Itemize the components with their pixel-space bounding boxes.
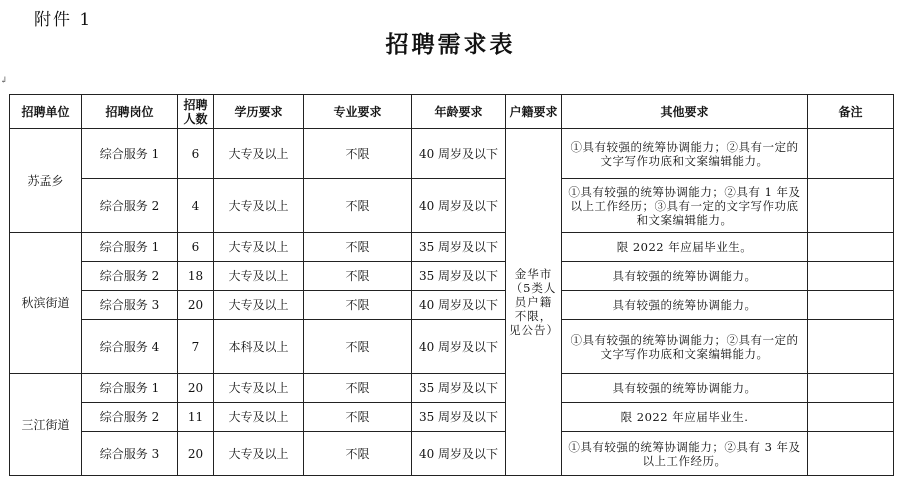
remark-cell xyxy=(808,179,894,233)
major-cell: 不限 xyxy=(304,320,412,374)
count-cell: 6 xyxy=(178,233,214,262)
education-cell: 大专及以上 xyxy=(214,374,304,403)
age-cell: 35 周岁及以下 xyxy=(412,233,506,262)
remark-cell xyxy=(808,403,894,432)
count-cell: 20 xyxy=(178,374,214,403)
post-cell: 综合服务 2 xyxy=(82,262,178,291)
count-cell: 4 xyxy=(178,179,214,233)
page-title: 招聘需求表 xyxy=(385,32,516,58)
other-requirements-cell: 限 2022 年应届毕业生。 xyxy=(562,233,808,262)
remark-cell xyxy=(808,432,894,476)
post-cell: 综合服务 1 xyxy=(82,233,178,262)
major-cell: 不限 xyxy=(304,233,412,262)
other-requirements-cell: 具有较强的统筹协调能力。 xyxy=(562,374,808,403)
header-hukou: 户籍要求 xyxy=(506,95,562,129)
major-cell: 不限 xyxy=(304,403,412,432)
table-row xyxy=(10,233,894,262)
remark-cell xyxy=(808,233,894,262)
count-cell: 20 xyxy=(178,291,214,320)
other-requirements-cell: ①具有较强的统筹协调能力；②具有一定的文字写作功底和文案编辑能力。 xyxy=(562,129,808,179)
education-cell: 大专及以上 xyxy=(214,262,304,291)
header-age: 年龄要求 xyxy=(412,95,506,129)
education-cell: 大专及以上 xyxy=(214,233,304,262)
post-cell: 综合服务 4 xyxy=(82,320,178,374)
age-cell: 35 周岁及以下 xyxy=(412,403,506,432)
table-row xyxy=(10,432,894,476)
other-requirements-cell: ①具有较强的统筹协调能力；②具有 3 年及以上工作经历。 xyxy=(562,432,808,476)
major-cell: 不限 xyxy=(304,179,412,233)
count-cell: 18 xyxy=(178,262,214,291)
paragraph-marker-icon: ↲ xyxy=(0,76,8,86)
remark-cell xyxy=(808,374,894,403)
count-cell: 6 xyxy=(178,129,214,179)
major-cell: 不限 xyxy=(304,291,412,320)
education-cell: 大专及以上 xyxy=(214,291,304,320)
major-cell: 不限 xyxy=(304,374,412,403)
age-cell: 35 周岁及以下 xyxy=(412,374,506,403)
table-header-row xyxy=(10,95,894,129)
age-cell: 40 周岁及以下 xyxy=(412,320,506,374)
other-requirements-cell: ①具有较强的统筹协调能力；②具有一定的文字写作功底和文案编辑能力。 xyxy=(562,320,808,374)
other-requirements-cell: 具有较强的统筹协调能力。 xyxy=(562,262,808,291)
table-row xyxy=(10,179,894,233)
education-cell: 大专及以上 xyxy=(214,432,304,476)
education-cell: 大专及以上 xyxy=(214,403,304,432)
education-cell: 大专及以上 xyxy=(214,179,304,233)
header-remark: 备注 xyxy=(808,95,894,129)
education-cell: 大专及以上 xyxy=(214,129,304,179)
hukou-cell: 金华市（5类人员户籍不限，见公告） xyxy=(506,129,562,476)
recruitment-table xyxy=(9,94,894,476)
other-requirements-cell: ①具有较强的统筹协调能力；②具有 1 年及以上工作经历；③具有一定的文字写作功底和文案编辑能力。 xyxy=(562,179,808,233)
remark-cell xyxy=(808,129,894,179)
table-row xyxy=(10,320,894,374)
remark-cell xyxy=(808,291,894,320)
post-cell: 综合服务 1 xyxy=(82,374,178,403)
post-cell: 综合服务 3 xyxy=(82,291,178,320)
count-cell: 11 xyxy=(178,403,214,432)
attachment-label: 附件 1 xyxy=(34,10,93,30)
age-cell: 40 周岁及以下 xyxy=(412,291,506,320)
table-row xyxy=(10,129,894,179)
remark-cell xyxy=(808,320,894,374)
post-cell: 综合服务 2 xyxy=(82,179,178,233)
post-cell: 综合服务 2 xyxy=(82,403,178,432)
major-cell: 不限 xyxy=(304,262,412,291)
other-requirements-cell: 限 2022 年应届毕业生. xyxy=(562,403,808,432)
age-cell: 35 周岁及以下 xyxy=(412,262,506,291)
other-requirements-cell: 具有较强的统筹协调能力。 xyxy=(562,291,808,320)
header-other: 其他要求 xyxy=(562,95,808,129)
table-row xyxy=(10,403,894,432)
header-post: 招聘岗位 xyxy=(82,95,178,129)
age-cell: 40 周岁及以下 xyxy=(412,129,506,179)
age-cell: 40 周岁及以下 xyxy=(412,432,506,476)
header-unit: 招聘单位 xyxy=(10,95,82,129)
header-count: 招聘人数 xyxy=(178,95,214,129)
unit-name-cell: 秋滨街道 xyxy=(10,233,82,374)
post-cell: 综合服务 1 xyxy=(82,129,178,179)
education-cell: 本科及以上 xyxy=(214,320,304,374)
header-education: 学历要求 xyxy=(214,95,304,129)
major-cell: 不限 xyxy=(304,432,412,476)
remark-cell xyxy=(808,262,894,291)
age-cell: 40 周岁及以下 xyxy=(412,179,506,233)
table-row xyxy=(10,374,894,403)
table-row xyxy=(10,262,894,291)
table-row xyxy=(10,291,894,320)
post-cell: 综合服务 3 xyxy=(82,432,178,476)
count-cell: 20 xyxy=(178,432,214,476)
header-major: 专业要求 xyxy=(304,95,412,129)
count-cell: 7 xyxy=(178,320,214,374)
unit-name-cell: 三江街道 xyxy=(10,374,82,476)
unit-name-cell: 苏孟乡 xyxy=(10,129,82,233)
major-cell: 不限 xyxy=(304,129,412,179)
